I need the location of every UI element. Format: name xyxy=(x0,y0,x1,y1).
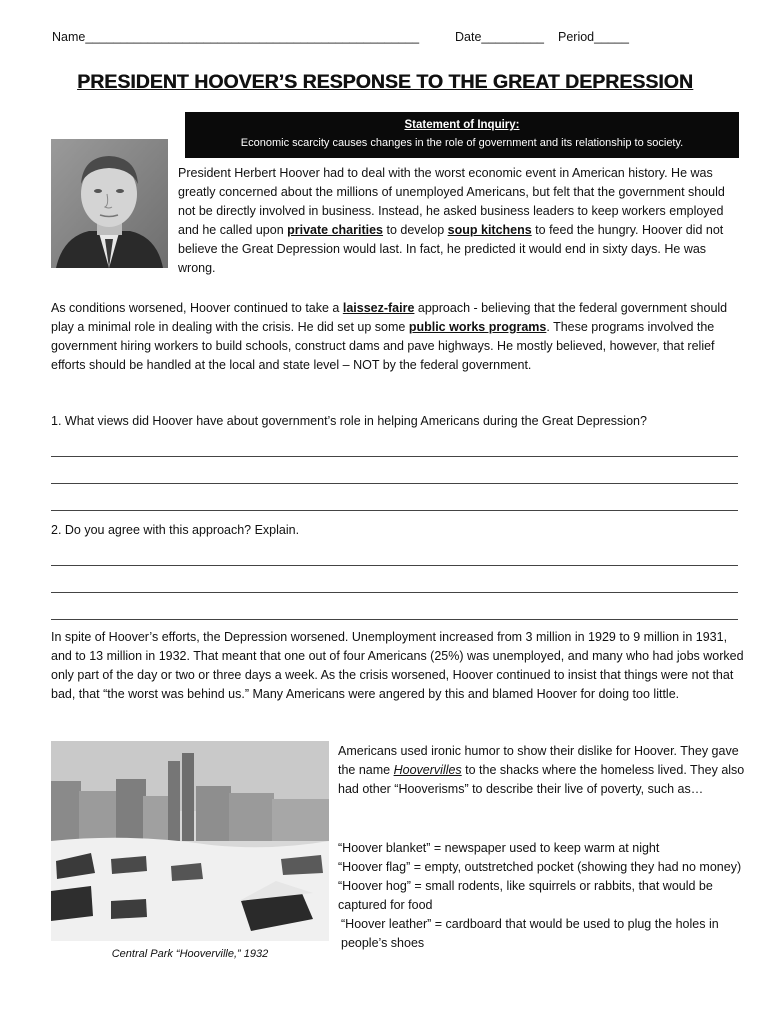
depression-worsened-paragraph: In spite of Hoover’s efforts, the Depression worsened. Unemployment increased from 3 million in 1929 to 9 million in 1931, and to 13 million in 1932. That meant that one out of four Americans (25%) was unemployed, and many who had jobs worked only part of the day or two or three days a week. As the crisis worsened, Hoover continued to insist that things were not that bad, that “the worst was behind us.” Many Americans were angered by this and blamed Hoover for doing too little. xyxy=(51,630,744,701)
photo-caption: Central Park “Hooverville,” 1932 xyxy=(111,948,269,960)
term-laissez-faire: laissez-faire xyxy=(342,301,415,315)
term-soup-kitchens: soup kitchens xyxy=(447,223,532,237)
hooverville-photo xyxy=(51,741,329,941)
answer-line[interactable] xyxy=(51,456,738,457)
term-private-charities: private charities xyxy=(287,223,384,237)
inquiry-text: Economic scarcity causes changes in the role of government and its relationship to society. xyxy=(240,137,684,149)
question-1: 1. What views did Hoover have about government’s role in helping Americans during the Great Depression? xyxy=(51,414,647,428)
date-field-label: Date_________ xyxy=(455,30,544,44)
term-public-works-programs: public works programs xyxy=(408,320,547,334)
question-2: 2. Do you agree with this approach? Explain. xyxy=(51,523,300,537)
answer-line[interactable] xyxy=(51,565,738,566)
hoover-portrait-photo xyxy=(51,139,168,268)
term-hoovervilles: Hoovervilles xyxy=(393,763,462,777)
name-field-label: Name________________________________________________ xyxy=(52,30,420,44)
header-row xyxy=(52,30,752,48)
period-field-label: Period_____ xyxy=(558,30,629,44)
answer-line[interactable] xyxy=(51,510,738,511)
intro-paragraph: President Herbert Hoover had to deal with the worst economic event in American history. He was greatly concerned about the millions of unemployed Americans, but felt that the government should not be directly involved in business. Instead, he asked business leaders to keep workers employed and he called upon private charities to develop soup kitchens to feed the hungry. Hoover did not believe the Great Depression would last. In fact, he predicted it would end in sixty days. He was wrong. xyxy=(178,166,725,275)
hooverism-item: “Hoover blanket” = newspaper used to keep warm at night xyxy=(338,841,660,855)
conditions-paragraph: As conditions worsened, Hoover continued to take a laissez-faire approach - believing that the federal government should play a minimal role in dealing with the crisis. He did set up some public works programs. These programs involved the government hiring workers to build schools, construct dams and pave highways. He mostly believed, however, that relief efforts should be handled at the local and state level – NOT by the federal government. xyxy=(51,301,728,372)
answer-line[interactable] xyxy=(51,483,738,484)
hooverism-item: “Hoover flag” = empty, outstretched pocket (showing they had no money) xyxy=(338,860,742,874)
answer-line[interactable] xyxy=(51,592,738,593)
inquiry-title: Statement of Inquiry: xyxy=(404,119,520,131)
page-title: PRESIDENT HOOVER’S RESPONSE TO THE GREAT DEPRESSION xyxy=(77,71,693,93)
hooverisms-list xyxy=(338,839,748,953)
hooverism-item: “Hoover leather” = cardboard that would be used to plug the holes in people’s shoes xyxy=(341,917,719,950)
answer-line[interactable] xyxy=(51,619,738,620)
humor-paragraph: Americans used ironic humor to show their dislike for Hoover. They gave the name Hoovervilles to the shacks where the homeless lived. They also had other “Hooverisms” to describe their live of poverty, such as… xyxy=(338,744,745,796)
inquiry-box xyxy=(185,112,739,158)
hooverism-item: “Hoover hog” = small rodents, like squirrels or rabbits, that would be captured for food xyxy=(338,879,713,912)
